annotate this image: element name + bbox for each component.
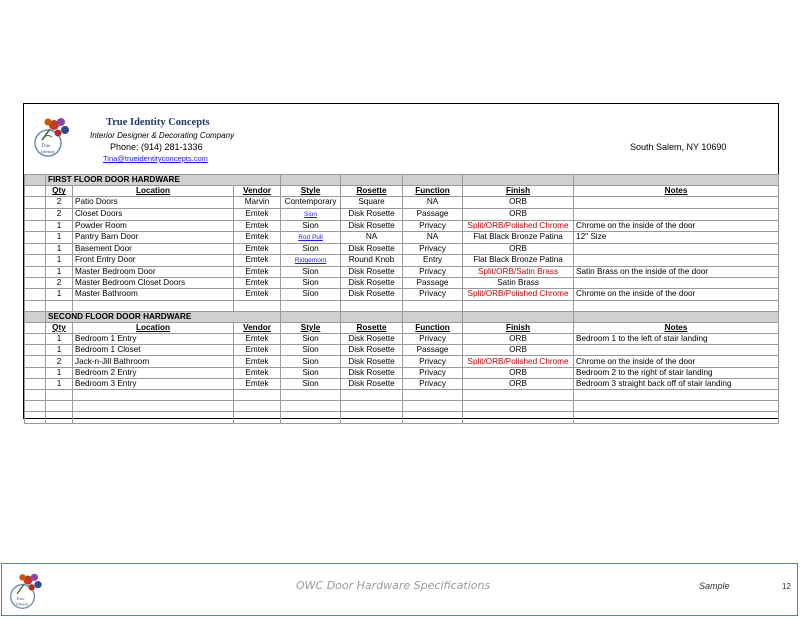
column-header: Function (403, 186, 463, 197)
table-cell: Sion (281, 289, 341, 300)
spacer-cell (574, 390, 779, 401)
table-cell (574, 208, 779, 220)
table-cell: Sion (281, 345, 341, 356)
table-row (25, 197, 779, 208)
table-row (25, 243, 779, 254)
svg-text:True: True (41, 144, 51, 149)
column-header: Notes (574, 186, 779, 197)
spacer-cell (73, 412, 234, 423)
table-cell: 1 (46, 266, 73, 277)
table-cell: Master Bedroom Closet Doors (73, 278, 234, 289)
spacer-cell (25, 175, 46, 186)
table-cell: Disk Rosette (341, 334, 403, 345)
column-header: Qty (46, 322, 73, 333)
table-cell: Emtek (234, 289, 281, 300)
table-cell: ORB (463, 378, 574, 389)
spacer-cell (25, 197, 46, 208)
company-location: South Salem, NY 10690 (630, 142, 727, 152)
table-cell: Jack-n-Jill Bathroom (73, 356, 234, 367)
spacer-cell (46, 300, 73, 311)
table-row (25, 378, 779, 389)
spacer-cell (234, 390, 281, 401)
spacer-cell (25, 345, 46, 356)
company-phone: Phone: (914) 281-1336 (110, 142, 203, 152)
table-cell: Split/ORB/Polished Chrome (463, 220, 574, 231)
table-cell (281, 231, 341, 243)
table-cell: Entry (403, 254, 463, 266)
spacer-cell (574, 300, 779, 311)
table-cell: Bedroom 3 Entry (73, 378, 234, 389)
table-cell: 1 (46, 345, 73, 356)
column-header: Notes (574, 322, 779, 333)
table-cell: ORB (463, 345, 574, 356)
table-cell: Flat Black Bronze Patina (463, 231, 574, 243)
table-cell: 1 (46, 231, 73, 243)
table-cell: Satin Brass on the inside of the door (574, 266, 779, 277)
table-cell: Bedroom 1 to the left of stair landing (574, 334, 779, 345)
spacer-cell (25, 390, 46, 401)
spacer-cell (463, 401, 574, 412)
footer-title: OWC Door Hardware Specifications (296, 579, 491, 592)
spacer-cell (25, 300, 46, 311)
section-header-row (25, 311, 779, 322)
spacer-cell (403, 390, 463, 401)
column-header: Rosette (341, 322, 403, 333)
table-cell: NA (403, 231, 463, 243)
table-cell: Basement Door (73, 243, 234, 254)
table-cell: Flat Black Bronze Patina (463, 254, 574, 266)
spacer-cell (25, 220, 46, 231)
table-row (25, 367, 779, 378)
table-cell: Contemporary (281, 197, 341, 208)
empty-row (25, 390, 779, 401)
table-cell: Sion (281, 266, 341, 277)
spacer-cell (25, 289, 46, 300)
table-cell: Marvin (234, 197, 281, 208)
table-row (25, 278, 779, 289)
table-cell: Emtek (234, 278, 281, 289)
logo-icon (8, 569, 48, 613)
table-cell: ORB (463, 367, 574, 378)
table-cell: Emtek (234, 367, 281, 378)
table-cell: Disk Rosette (341, 356, 403, 367)
table-cell: Sion (281, 378, 341, 389)
table-cell: Emtek (234, 208, 281, 220)
table-cell: Privacy (403, 378, 463, 389)
table-cell: Split/ORB/Polished Chrome (463, 289, 574, 300)
page-footer (1, 563, 798, 616)
spacer-cell (73, 401, 234, 412)
spacer-cell (46, 390, 73, 401)
table-cell: Passage (403, 208, 463, 220)
column-header: Location (73, 186, 234, 197)
column-header: Rosette (341, 186, 403, 197)
table-cell: Sion (281, 243, 341, 254)
table-cell: Bedroom 3 straight back off of stair landing (574, 378, 779, 389)
spacer-cell (574, 175, 779, 186)
table-cell: Bedroom 2 Entry (73, 367, 234, 378)
table-cell: Sion (281, 220, 341, 231)
spacer-cell (463, 311, 574, 322)
table-cell: 1 (46, 220, 73, 231)
table-cell: 1 (46, 289, 73, 300)
table-cell: Patio Doors (73, 197, 234, 208)
table-cell: ORB (463, 208, 574, 220)
spacer-cell (281, 412, 341, 423)
spacer-cell (341, 311, 403, 322)
table-cell: Sion (281, 278, 341, 289)
spacer-cell (25, 186, 46, 197)
spacer-cell (403, 311, 463, 322)
spacer-cell (281, 175, 341, 186)
table-cell: Disk Rosette (341, 208, 403, 220)
spacer-cell (341, 175, 403, 186)
column-header: Style (281, 186, 341, 197)
section-title: SECOND FLOOR DOOR HARDWARE (46, 311, 281, 322)
table-row (25, 208, 779, 220)
spacer-cell (25, 401, 46, 412)
table-cell: Front Entry Door (73, 254, 234, 266)
spacer-cell (403, 175, 463, 186)
table-row (25, 220, 779, 231)
spacer-cell (25, 208, 46, 220)
table-cell: Privacy (403, 266, 463, 277)
style-link[interactable]: Sion (304, 210, 318, 218)
table-cell: Disk Rosette (341, 289, 403, 300)
table-cell: Satin Brass (463, 278, 574, 289)
table-cell: Emtek (234, 231, 281, 243)
spacer-cell (25, 412, 46, 423)
company-tagline: Interior Designer & Decorating Company (90, 131, 235, 140)
table-row (25, 334, 779, 345)
svg-text:True: True (16, 596, 25, 602)
spacer-cell (46, 412, 73, 423)
spacer-cell (25, 378, 46, 389)
table-cell: 12" Size (574, 231, 779, 243)
table-cell: Emtek (234, 334, 281, 345)
svg-text:Identity: Identity (16, 601, 29, 607)
spacer-cell (463, 412, 574, 423)
table-cell (281, 208, 341, 220)
table-cell: Master Bedroom Door (73, 266, 234, 277)
spacer-cell (281, 300, 341, 311)
spacer-cell (73, 390, 234, 401)
spacer-cell (281, 390, 341, 401)
table-row (25, 345, 779, 356)
section-header-row (25, 175, 779, 186)
page-number: 12 (782, 582, 791, 591)
spacer-cell (463, 390, 574, 401)
table-cell: Disk Rosette (341, 243, 403, 254)
table-cell: Powder Room (73, 220, 234, 231)
spacer-cell (574, 412, 779, 423)
table-cell: Bedroom 2 to the right of stair landing (574, 367, 779, 378)
spacer-cell (281, 401, 341, 412)
spacer-cell (73, 300, 234, 311)
table-cell: 1 (46, 378, 73, 389)
table-cell: ORB (463, 197, 574, 208)
empty-row (25, 401, 779, 412)
spacer-cell (25, 254, 46, 266)
table-cell: Privacy (403, 356, 463, 367)
table-cell: Privacy (403, 289, 463, 300)
footer-sample-label: Sample (699, 581, 730, 591)
table-cell: Emtek (234, 243, 281, 254)
table-cell (574, 197, 779, 208)
spacer-cell (25, 243, 46, 254)
table-cell: NA (403, 197, 463, 208)
table-cell: Chrome on the inside of the door (574, 356, 779, 367)
table-cell: Sion (281, 356, 341, 367)
column-header: Vendor (234, 186, 281, 197)
spacer-cell (463, 175, 574, 186)
table-cell: Bedroom 1 Closet (73, 345, 234, 356)
table-cell: 1 (46, 367, 73, 378)
column-header-row (25, 186, 779, 197)
table-cell: Emtek (234, 266, 281, 277)
table-cell: ORB (463, 243, 574, 254)
table-cell (574, 254, 779, 266)
table-cell: Disk Rosette (341, 278, 403, 289)
spec-sheet (23, 103, 779, 419)
table-cell: Privacy (403, 243, 463, 254)
table-cell: Disk Rosette (341, 266, 403, 277)
table-cell: Split/ORB/Polished Chrome (463, 356, 574, 367)
column-header: Finish (463, 322, 574, 333)
column-header: Location (73, 322, 234, 333)
table-cell: Passage (403, 345, 463, 356)
spacer-cell (25, 278, 46, 289)
empty-row (25, 412, 779, 423)
table-cell: Emtek (234, 345, 281, 356)
table-cell: 1 (46, 334, 73, 345)
spacer-cell (403, 300, 463, 311)
table-cell: 2 (46, 197, 73, 208)
table-cell: Emtek (234, 356, 281, 367)
table-cell: Chrome on the inside of the door (574, 289, 779, 300)
table-cell: Emtek (234, 378, 281, 389)
logo-icon (32, 113, 76, 161)
empty-row (25, 300, 779, 311)
column-header-row (25, 322, 779, 333)
spacer-cell (234, 401, 281, 412)
table-cell: 1 (46, 254, 73, 266)
table-cell: Chrome on the inside of the door (574, 220, 779, 231)
table-cell: Privacy (403, 334, 463, 345)
table-cell: Disk Rosette (341, 220, 403, 231)
table-cell: Split/ORB/Satin Brass (463, 266, 574, 277)
table-cell: Bedroom 1 Entry (73, 334, 234, 345)
table-cell: Pantry Barn Door (73, 231, 234, 243)
spacer-cell (25, 367, 46, 378)
spacer-cell (25, 322, 46, 333)
hardware-table (24, 174, 779, 424)
spacer-cell (234, 300, 281, 311)
table-cell: 2 (46, 208, 73, 220)
column-header: Qty (46, 186, 73, 197)
spacer-cell (403, 401, 463, 412)
table-cell (574, 243, 779, 254)
sheet-header (24, 104, 778, 174)
style-link[interactable]: Rod Pull (298, 233, 323, 241)
table-row (25, 266, 779, 277)
table-cell: Passage (403, 278, 463, 289)
table-row (25, 289, 779, 300)
spacer-cell (574, 401, 779, 412)
spacer-cell (281, 311, 341, 322)
spacer-cell (25, 231, 46, 243)
table-cell (281, 254, 341, 266)
spacer-cell (46, 401, 73, 412)
company-name: True Identity Concepts (106, 117, 210, 128)
table-cell: 2 (46, 356, 73, 367)
table-cell: Disk Rosette (341, 378, 403, 389)
spacer-cell (574, 311, 779, 322)
table-row (25, 254, 779, 266)
table-cell: Sion (281, 334, 341, 345)
section-title: FIRST FLOOR DOOR HARDWARE (46, 175, 281, 186)
table-cell: Disk Rosette (341, 367, 403, 378)
column-header: Vendor (234, 322, 281, 333)
table-cell: Privacy (403, 367, 463, 378)
table-cell: Privacy (403, 220, 463, 231)
table-cell: NA (341, 231, 403, 243)
spacer-cell (25, 266, 46, 277)
company-email-link[interactable]: Tina@trueidentityconcepts.com (103, 154, 208, 163)
spacer-cell (25, 334, 46, 345)
table-cell: Master Bathroom (73, 289, 234, 300)
table-cell: Closet Doors (73, 208, 234, 220)
spacer-cell (463, 300, 574, 311)
table-row (25, 356, 779, 367)
table-cell (574, 278, 779, 289)
table-cell: Emtek (234, 220, 281, 231)
column-header: Finish (463, 186, 574, 197)
style-link[interactable]: Ridgemont (294, 256, 327, 264)
spacer-cell (341, 412, 403, 423)
table-row (25, 231, 779, 243)
table-cell: Disk Rosette (341, 345, 403, 356)
spacer-cell (341, 390, 403, 401)
svg-text:Identity: Identity (41, 149, 55, 154)
table-cell: 2 (46, 278, 73, 289)
table-cell: Square (341, 197, 403, 208)
column-header: Style (281, 322, 341, 333)
spacer-cell (234, 412, 281, 423)
spacer-cell (341, 401, 403, 412)
table-cell (574, 345, 779, 356)
table-cell: Sion (281, 367, 341, 378)
spacer-cell (403, 412, 463, 423)
table-cell: Emtek (234, 254, 281, 266)
spacer-cell (341, 300, 403, 311)
table-cell: 1 (46, 243, 73, 254)
table-cell: ORB (463, 334, 574, 345)
spacer-cell (25, 356, 46, 367)
spacer-cell (25, 311, 46, 322)
column-header: Function (403, 322, 463, 333)
table-cell: Round Knob (341, 254, 403, 266)
